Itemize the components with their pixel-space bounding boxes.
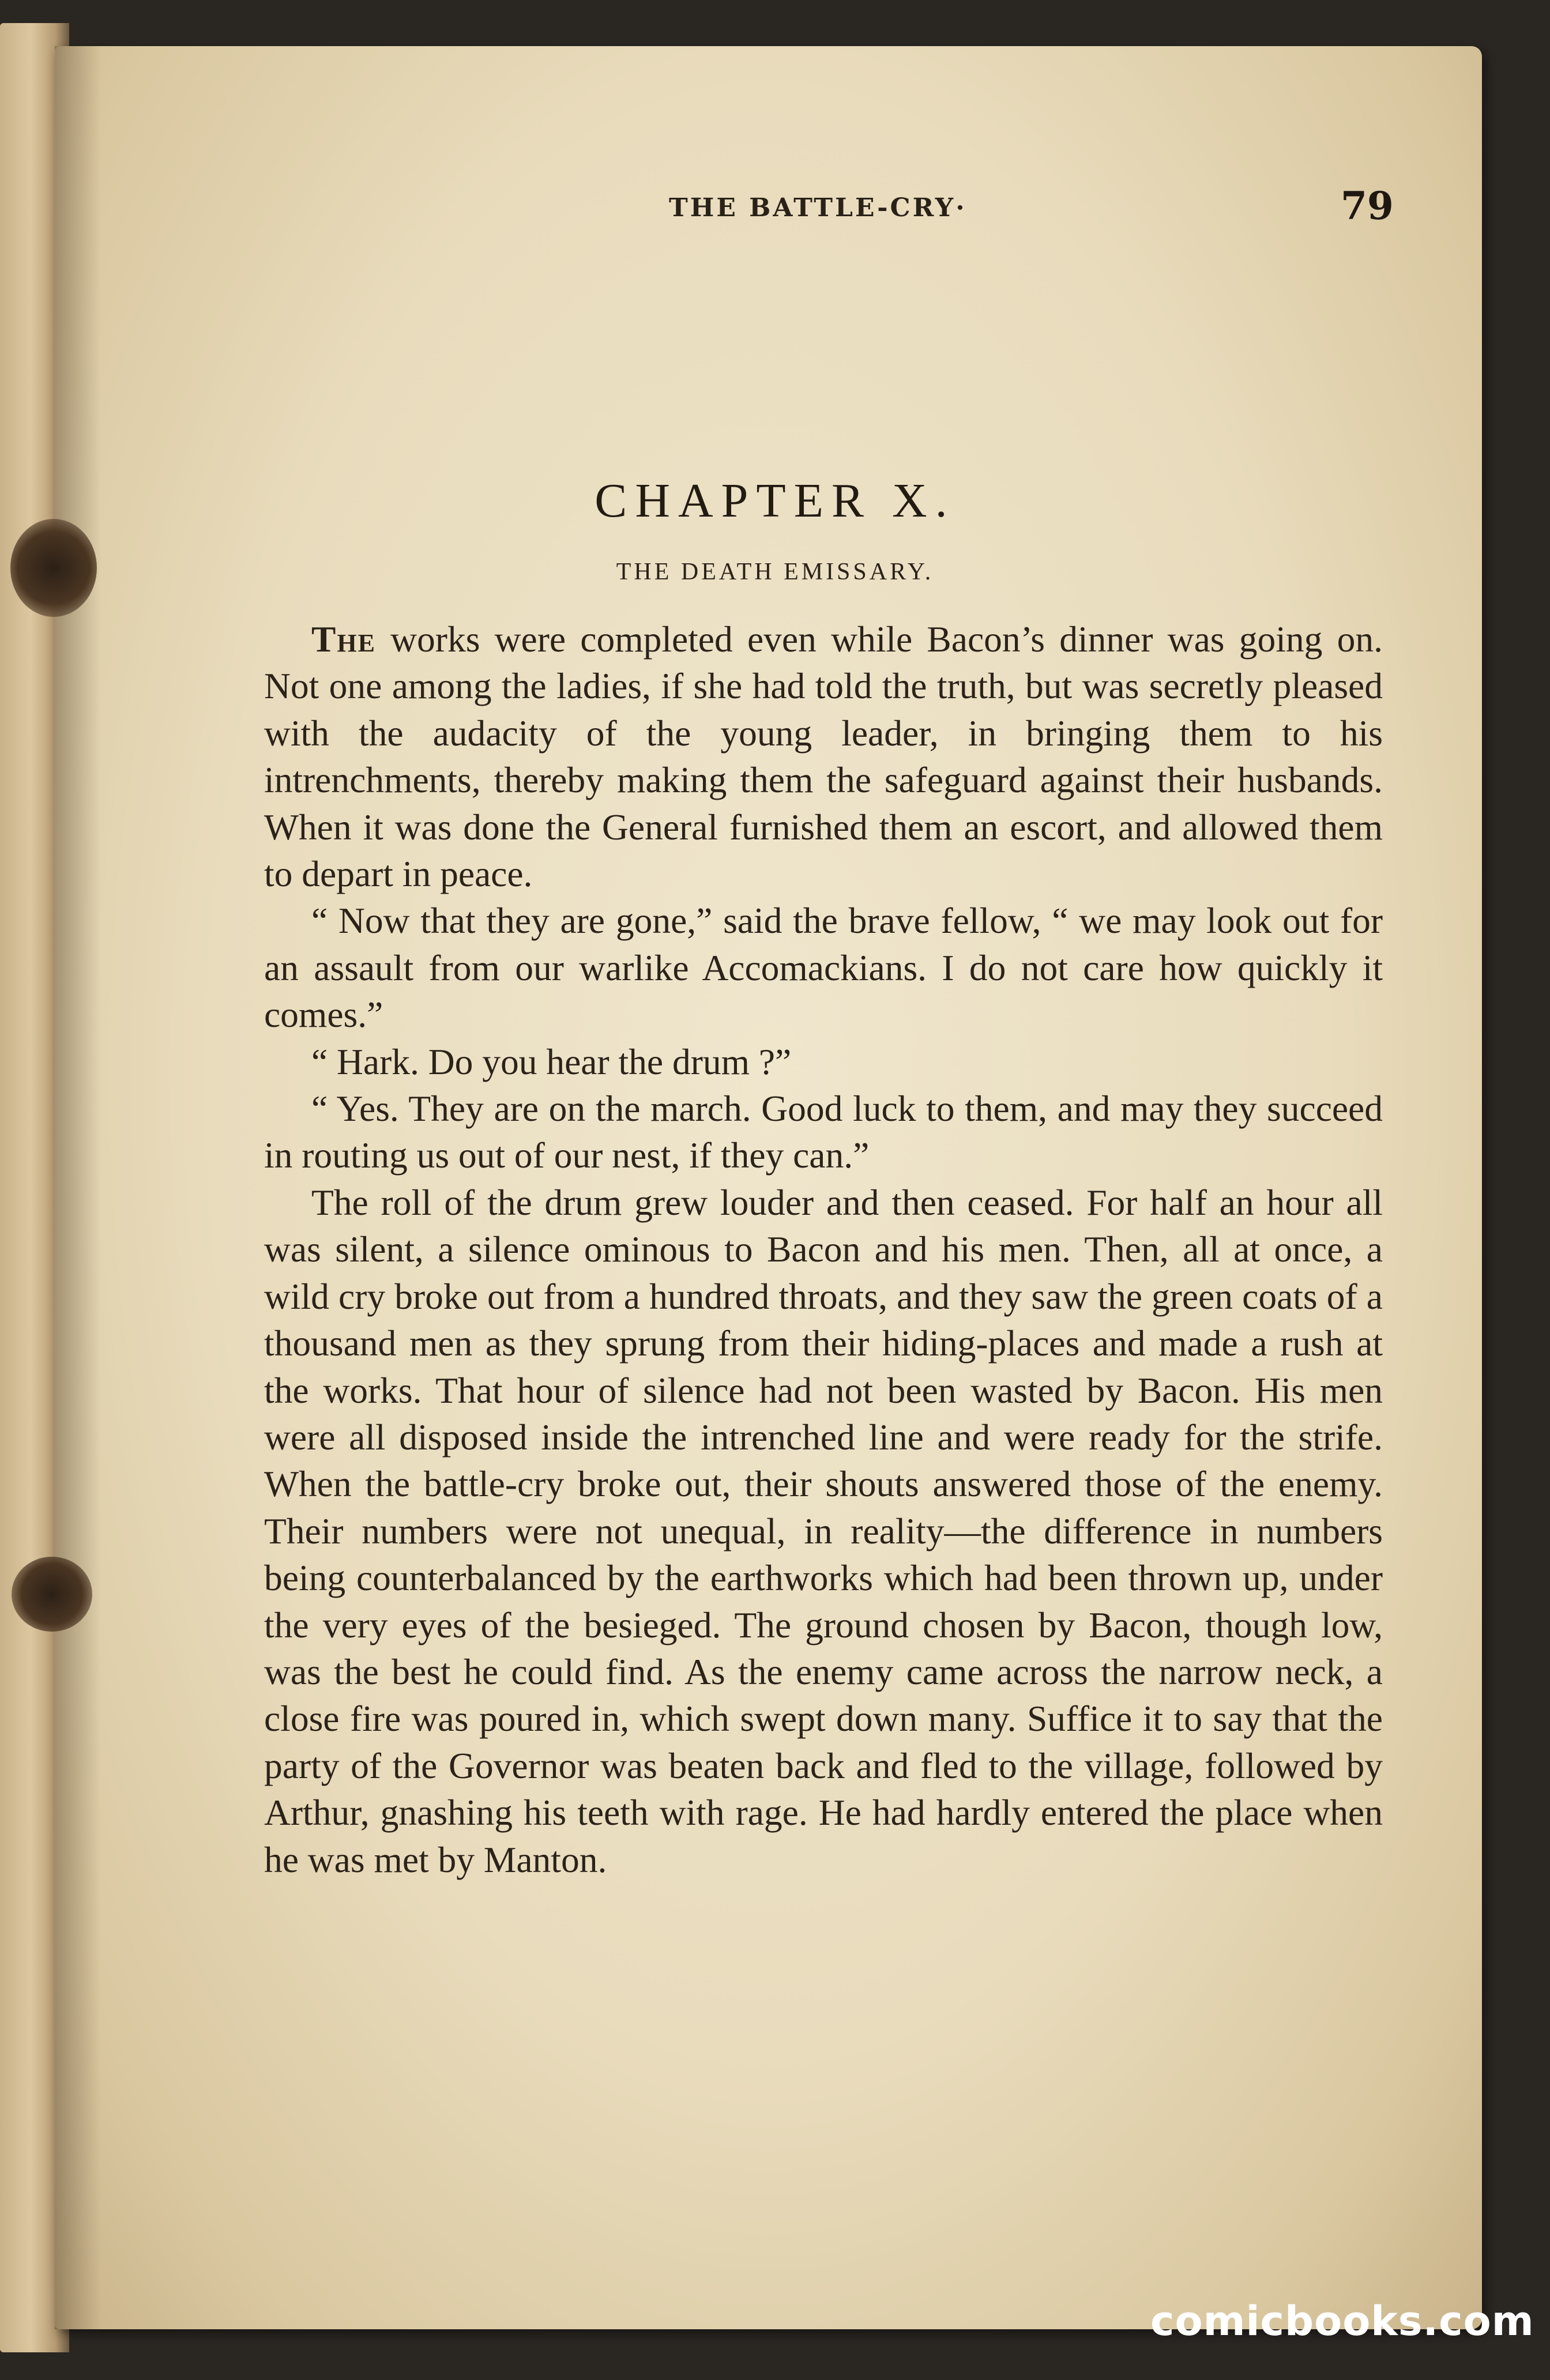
paragraph: [264, 616, 1383, 897]
page-number: 79: [1341, 183, 1394, 228]
paragraph-lead-word: The: [311, 619, 376, 660]
running-head: THE BATTLE-CRY·: [669, 193, 967, 223]
paragraph-text: works were completed even while Bacon’s dinner was going on. Not one among the ladies, if she had told the truth, but was secretly pleased with the audacity of the young leader, in bringing them to his intrenchments, thereby making them the safeguard against their husbands. When it was done the General furnished them an escort, and allowed them to depart in peace.: [264, 619, 1383, 895]
paragraph: “ Hark. Do you hear the drum ?”: [311, 1041, 792, 1082]
paragraph: “ Yes. They are on the march. Good luck to them, and may they succeed in routing us out of our nest, if they can.”: [264, 1088, 1383, 1176]
paragraph: “ Now that they are gone,” said the brave fellow, “ we may look out for an assault from our warlike Accomackians. I do not care how quickly it comes.”: [264, 900, 1383, 1035]
chapter-title: CHAPTER X.: [595, 474, 955, 528]
chapter-subtitle: THE DEATH EMISSARY.: [616, 559, 934, 585]
binding-stain-bottom: [12, 1557, 92, 1632]
paragraph: The roll of the drum grew louder and then ceased. For half an hour all was silent, a silence ominous to Bacon and his men. Then, all at once, a wild cry broke out from a hundred throats, and they saw the green coats of a thousand men as they sprung from their hiding-places and made a rush at the works. That hour of silence had not been wasted by Bacon. His men were all disposed inside the intrenched line and were ready for the strife. When the battle-cry broke out, their shouts answered those of the enemy. Their numbers were not unequal, in reality—the difference in numbers being counterbalanced by the earthworks which had been thrown up, under the very eyes of the besieged. The ground chosen by Bacon, though low, was the best he could find. As the enemy came across the narrow neck, a close fire was poured in, which swept down many. Suffice it to say that the party of the Governor was beaten back and fled to the village, followed by Arthur, gnashing his teeth with rage. He had hardly entered the place when he was met by Manton.: [264, 1181, 1383, 1880]
binding-shadow: [55, 46, 101, 2329]
watermark: comicbooks.com: [1150, 2298, 1534, 2345]
chapter-body: [264, 616, 1383, 1883]
